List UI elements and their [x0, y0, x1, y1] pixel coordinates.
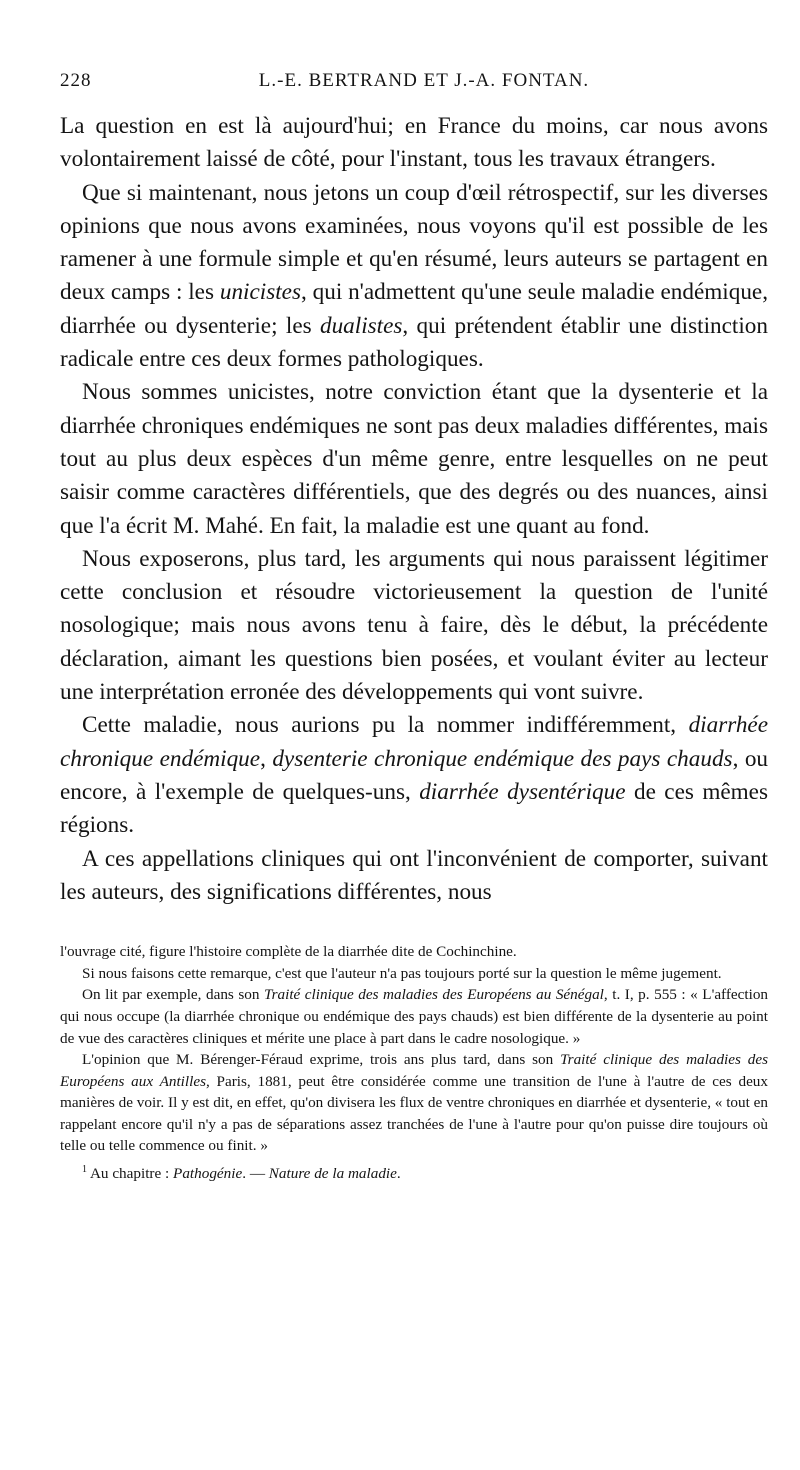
term-diarrhee-chronique: diarrhée chronique endémique [60, 712, 768, 772]
paragraph-5-text-e: , ou encore, à l'exemple de quelques-uns, [60, 745, 768, 805]
paragraph-5-text-g: de ces mêmes régions. [60, 778, 768, 839]
note-2: Si nous faisons cette remarque, c'est que l'auteur n'a pas toujours porté sur la question le même jugement. [82, 964, 722, 982]
note-3 [60, 984, 768, 1049]
main-text [60, 110, 768, 909]
footnote-marker: 1 [82, 1164, 87, 1176]
paragraph-2-text-a: Que si maintenant, nous jetons un coup d'œil rétrospectif, sur les diverses opinions que nous avons examinées, nous voyons qu'il est possible de les ramener à une formule simple et qu'en résumé, leurs auteurs se partagent en deux camps : les [60, 179, 768, 306]
paragraph-2-text-c: , qui n'admettent qu'une seule maladie endémique, diarrhée ou dysenterie; les [60, 279, 769, 339]
note-4-text-a: L'opinion que M. Bérenger-Féraud exprime, trois ans plus tard, dans son [82, 1051, 561, 1069]
page-number: 228 [60, 70, 92, 91]
note-4-text-c: , Paris, 1881, peut être considérée comme une transition de l'une à l'autre de ces deux manières de voir. Il y est dit, en effet, qu'on divisera les flux de ventre chroniques en diarrhée et dysenterie, « tout en rappelant encore qu'il n'y a pas de séparations assez tranchées de l'une à l'autre pour qu'on puisse dire toujours où telle ou telle commence ou finit. » [60, 1072, 768, 1155]
paragraph-4: Nous exposerons, plus tard, les arguments qui nous paraissent légitimer cette conclusion et résoudre victorieusement la question de l'unité nosologique; mais nous avons tenu à faire, dès le début, la précédente déclaration, aimant les questions bien posées, et voulant éviter au lecteur une interprétation erronée des développements qui vont suivre. [60, 545, 768, 706]
footnote-chapter: Pathogénie [173, 1165, 243, 1183]
footnote-1 [60, 1159, 768, 1185]
footnote-section: Nature de la maladie [268, 1165, 397, 1183]
paragraph-5-text-c: , [260, 745, 273, 772]
note-1: l'ouvrage cité, figure l'histoire complète de la diarrhée dite de Cochinchine. [60, 943, 517, 961]
paragraph-3: Nous sommes unicistes, notre conviction étant que la dysenterie et la diarrhée chroniques endémiques ne sont pas deux maladies différentes, mais tout au plus deux espèces d'un même genre, entre lesquelles on ne peut saisir comme caractères différentiels, que des degrés ou des nuances, ainsi que l'a écrit M. Mahé. En fait, la maladie est une quant au fond. [60, 379, 768, 539]
note-3-text-c: , t. I, p. 555 : « L'affection qui nous occupe (la diarrhée chronique ou endémique des pays chauds) est bien différente de la dysenterie au point de vue des caractères cliniques et mérite une place à part dans le cadre nosologique. » [60, 986, 769, 1047]
footnote-text-e: . [396, 1165, 401, 1183]
footnote-text-a: Au chapitre : [87, 1165, 174, 1183]
running-head [60, 70, 768, 110]
note-3-book-title: Traité clinique des maladies des Européens au Sénégal [263, 986, 604, 1004]
footnote-text-c: . — [242, 1165, 269, 1183]
term-dualistes: dualistes [319, 312, 403, 339]
paragraph-5 [60, 709, 768, 842]
term-diarrhee-dysenterique: diarrhée dysentérique [419, 778, 626, 805]
running-title: L.-E. BERTRAND ET J.-A. FONTAN. [258, 70, 590, 91]
term-unicistes: unicistes [219, 279, 301, 306]
note-4 [60, 1049, 768, 1157]
paragraph-1: La question en est là aujourd'hui; en France du moins, car nous avons volontairement laissé de côté, pour l'instant, tous les travaux étrangers. [60, 113, 768, 173]
book-page [60, 70, 768, 1185]
paragraph-6: A ces appellations cliniques qui ont l'inconvénient de comporter, suivant les auteurs, des significations différentes, nous [60, 845, 768, 905]
notes-section [60, 941, 768, 1185]
note-4-book-title: Traité clinique des maladies des Européens aux Antilles [60, 1051, 769, 1090]
paragraph-5-text-a: Cette maladie, nous aurions pu la nommer indifféremment, [82, 712, 689, 739]
paragraph-2-text-e: , qui prétendent établir une distinction radicale entre ces deux formes pathologiques. [60, 312, 768, 373]
term-dysenterie-chronique: dysenterie chronique endémique des pays chauds [272, 745, 733, 772]
note-3-text-a: On lit par exemple, dans son [82, 986, 264, 1004]
paragraph-2 [60, 177, 768, 377]
